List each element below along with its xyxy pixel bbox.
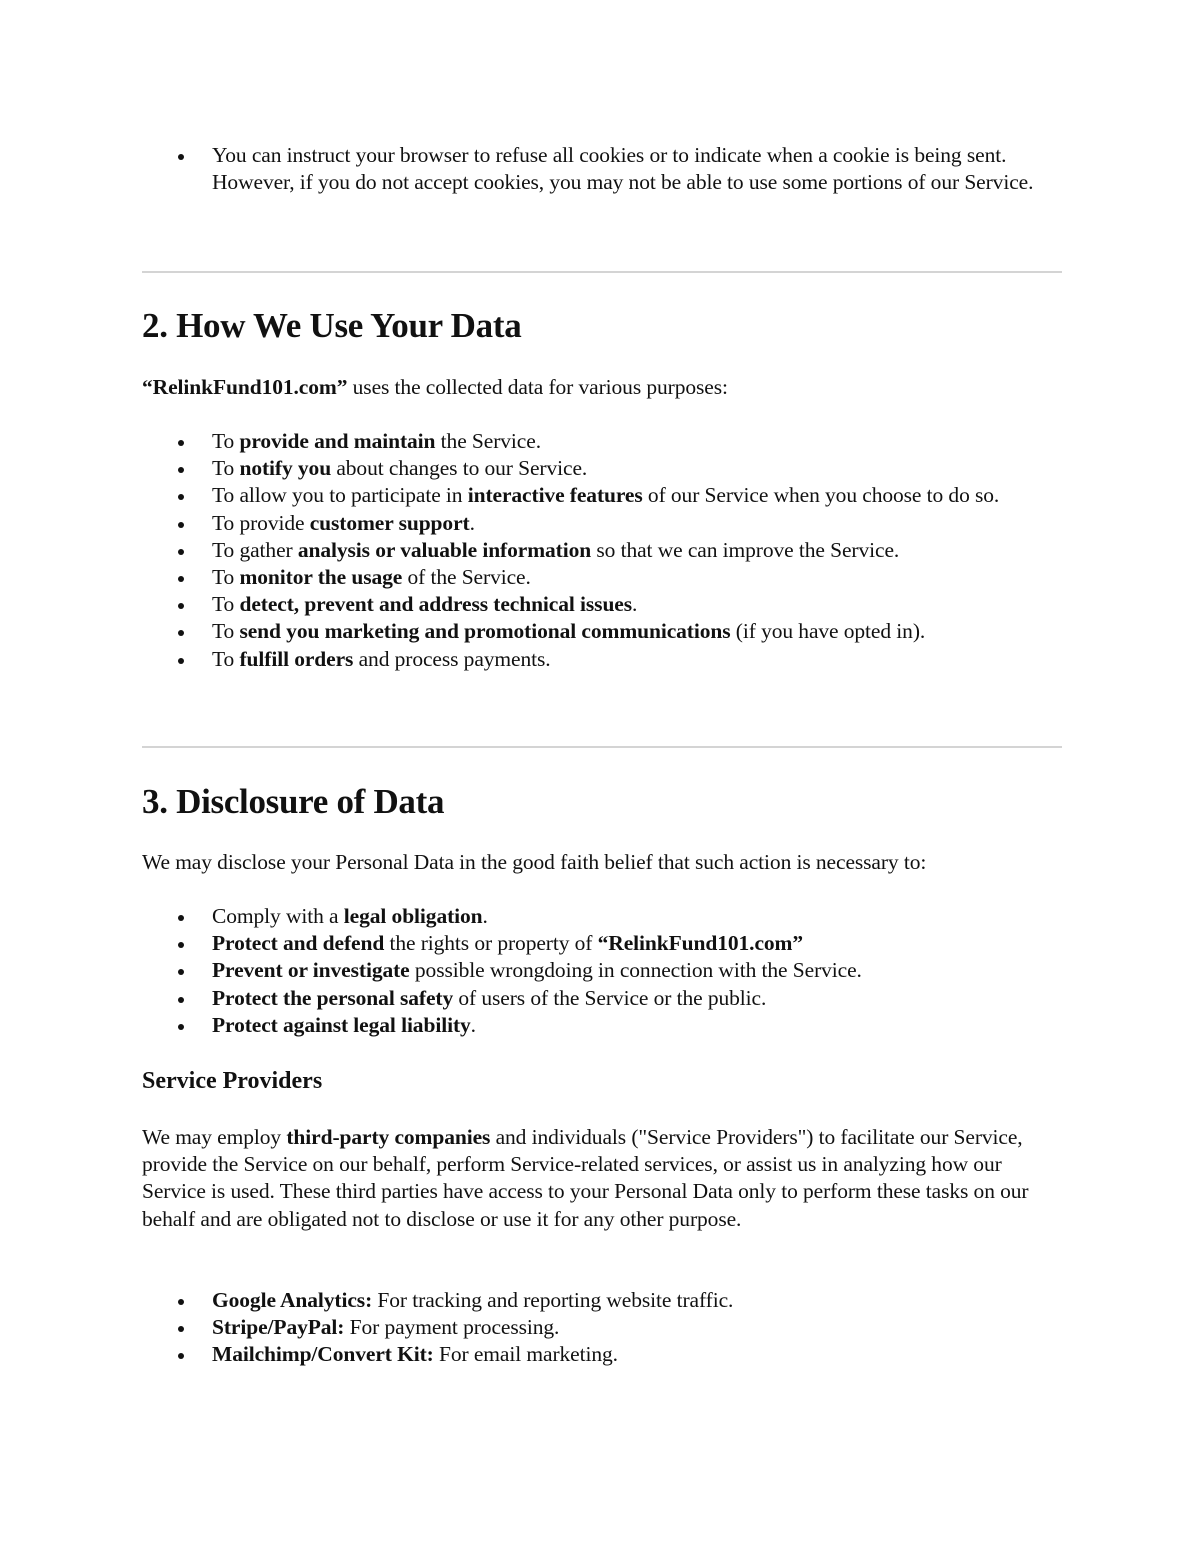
section-title-how-we-use: 2. How We Use Your Data: [142, 306, 522, 345]
item-text: about changes to our Service.: [331, 456, 588, 481]
item-text: To: [212, 592, 240, 617]
item-text: To gather: [212, 537, 298, 562]
intro-text: uses the collected data for various purposes:: [347, 375, 728, 399]
item-text: To allow you to participate in: [212, 483, 468, 508]
list-item: [142, 455, 1062, 482]
item-emphasis: Protect the personal safety: [212, 985, 454, 1010]
list-item: [142, 510, 1062, 537]
item-emphasis: customer support: [309, 510, 470, 535]
list-item: [142, 142, 1062, 196]
list-item: [142, 1314, 1062, 1341]
list-item: [142, 985, 1062, 1012]
disclosure-reasons-list: [142, 903, 1062, 1039]
item-text: To: [212, 456, 240, 481]
list-item: [142, 1012, 1062, 1039]
item-emphasis: legal obligation: [343, 904, 483, 928]
item-text: To: [212, 619, 240, 644]
list-item: [142, 537, 1062, 564]
provider-name: Stripe/PayPal:: [212, 1315, 345, 1340]
item-emphasis: Prevent or investigate: [212, 958, 410, 983]
item-text: To: [212, 646, 240, 671]
provider-purpose: For payment processing.: [344, 1315, 560, 1340]
section-title-disclosure: 3. Disclosure of Data: [142, 782, 445, 821]
brand-name: “RelinkFund101.com”: [142, 375, 348, 399]
item-text: of our Service when you choose to do so.: [642, 483, 1000, 508]
subsection-title-service-providers: Service Providers: [142, 1068, 323, 1094]
item-text: possible wrongdoing in connection with the Service.: [409, 958, 862, 983]
item-text: (if you have opted in).: [730, 619, 926, 644]
item-text: To: [212, 565, 240, 590]
item-emphasis: interactive features: [467, 483, 643, 508]
list-item: [142, 618, 1062, 645]
item-text: the Service.: [435, 429, 541, 453]
brand-name: “RelinkFund101.com”: [597, 931, 804, 956]
service-providers-list: [142, 1287, 1062, 1369]
paragraph-emphasis: third-party companies: [286, 1125, 491, 1149]
item-text: .: [470, 1012, 476, 1037]
list-item: [142, 1341, 1062, 1368]
provider-name: Google Analytics:: [212, 1288, 373, 1312]
list-item: [142, 591, 1062, 618]
section3-intro: We may disclose your Personal Data in the good faith belief that such action is necessary to:: [142, 850, 927, 874]
item-emphasis: fulfill orders: [239, 646, 354, 671]
list-item: [142, 930, 1062, 957]
list-item: [142, 646, 1062, 673]
item-text: To: [212, 429, 240, 453]
provider-purpose: For tracking and reporting website traffic.: [372, 1288, 734, 1312]
usage-purposes-list: [142, 428, 1062, 673]
list-item: [142, 564, 1062, 591]
item-emphasis: Protect against legal liability: [212, 1012, 471, 1037]
item-text: of users of the Service or the public.: [453, 985, 767, 1010]
paragraph-text: We may employ: [142, 1125, 287, 1149]
item-text: so that we can improve the Service.: [591, 537, 900, 562]
list-item: [142, 1287, 1062, 1314]
item-emphasis: analysis or valuable information: [297, 537, 592, 562]
service-providers-paragraph: [142, 1124, 1062, 1233]
provider-purpose: For email marketing.: [433, 1342, 618, 1367]
item-text: .: [482, 904, 488, 928]
item-text: and process payments.: [353, 646, 551, 671]
item-emphasis: notify you: [239, 456, 332, 481]
item-text: of the Service.: [402, 565, 531, 590]
list-item: [142, 428, 1062, 455]
list-item: [142, 482, 1062, 509]
item-text: the rights or property of: [384, 931, 598, 956]
list-item: [142, 903, 1062, 930]
section-divider: [142, 746, 1062, 748]
cookies-bullet-text: You can instruct your browser to refuse all cookies or to indicate when a cookie is being sent. However, if you do not accept cookies, you may not be able to use some portions of our Service.: [212, 143, 1034, 195]
paragraph-text: and individuals ("Service Providers") to facilitate our Service, provide the Service on our behalf, perform Service-related services, or assist us in analyzing how our Service is used. These third parties have access to your Personal Data only to perform these tasks on our behalf and are obligated not to disclose or use it for any other purpose.: [142, 1125, 1029, 1231]
item-text: .: [632, 592, 638, 617]
item-text: .: [469, 510, 475, 535]
cookies-list: [142, 142, 1062, 196]
provider-name: Mailchimp/Convert Kit:: [212, 1342, 434, 1367]
item-emphasis: detect, prevent and address technical issues: [239, 592, 633, 617]
section-divider: [142, 271, 1062, 273]
item-text: Comply with a: [212, 904, 344, 928]
item-emphasis: monitor the usage: [239, 565, 403, 590]
section2-intro: [142, 374, 1062, 401]
item-emphasis: provide and maintain: [239, 429, 436, 453]
list-item: [142, 957, 1062, 984]
item-emphasis: send you marketing and promotional communications: [239, 619, 731, 644]
item-emphasis: Protect and defend: [212, 931, 385, 956]
item-text: To provide: [212, 510, 310, 535]
